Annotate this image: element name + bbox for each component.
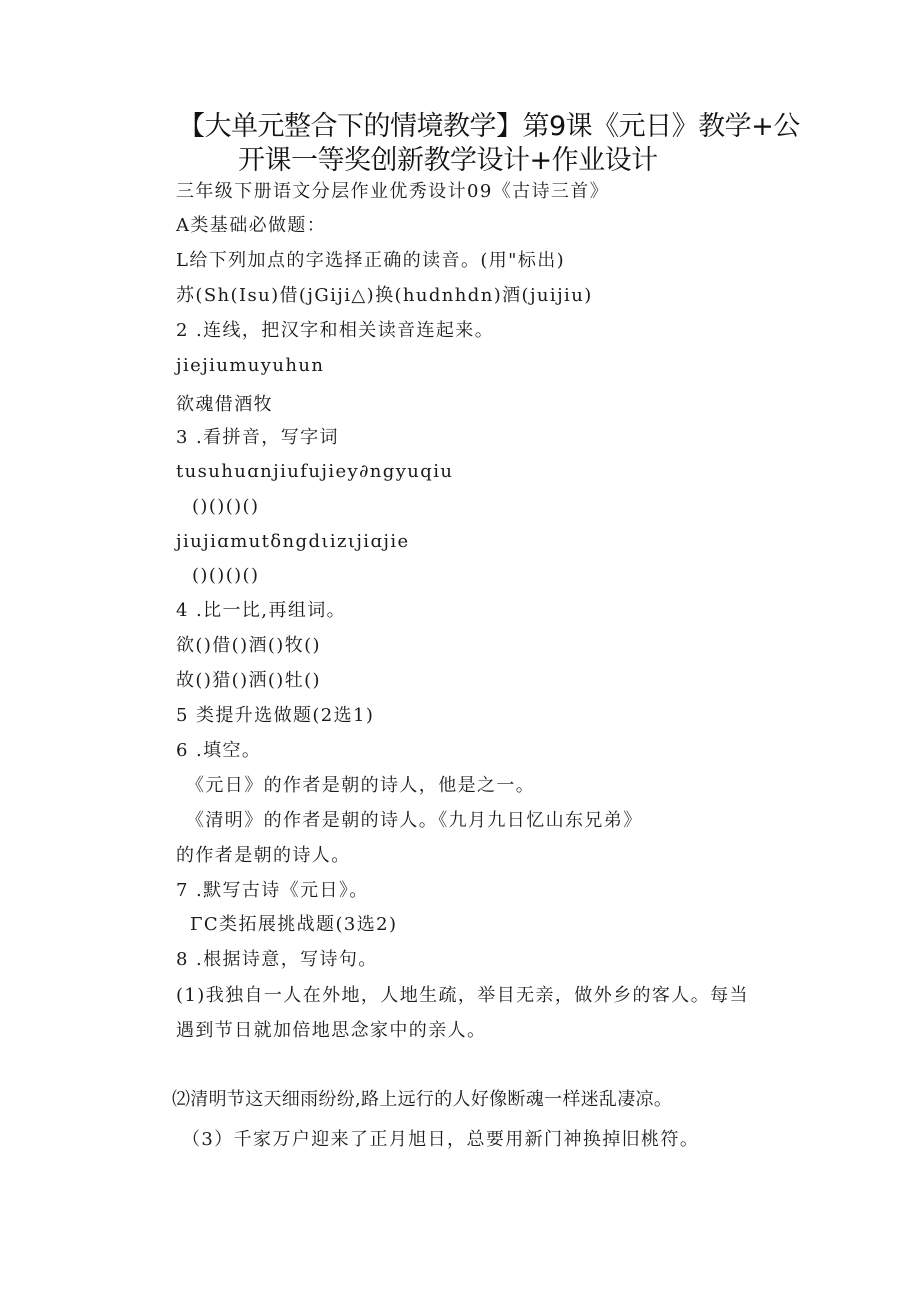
question-8-item-1-cont: 遇到节日就加倍地思念家中的亲人。 (176, 1020, 487, 1041)
question-2-characters: 欲魂借酒牧 (176, 394, 273, 415)
question-4-row-1: 欲()借()酒()牧() (176, 635, 321, 656)
question-2: 2 .连线，把汉字和相关读音连起来。 (176, 320, 495, 341)
question-6: 6 .填空。 (176, 740, 262, 761)
section-c-heading: ΓC类拓展挑战题(3选2) (190, 914, 398, 935)
question-1: L给下列加点的字选择正确的读音。(用"标出) (176, 250, 566, 271)
question-7: 7 .默写古诗《元日》。 (176, 880, 369, 901)
question-6-item-2: 《清明》的作者是朝的诗人。《九月九日忆山东兄弟》 (186, 810, 643, 831)
question-4-row-2: 故()猎()洒()牡() (176, 670, 321, 691)
question-8: 8 .根据诗意，写诗句。 (176, 949, 378, 970)
title-line-1: 【大单元整合下的情境教学】第9课《元日》教学+公 (178, 111, 800, 142)
question-6-item-2-cont: 的作者是朝的诗人。 (176, 845, 351, 866)
question-3: 3 .看拼音，写字词 (176, 427, 339, 448)
question-3-blanks-1: ()()()() (192, 496, 260, 517)
question-3-blanks-2: ()()()() (192, 565, 260, 586)
section-a-heading: A类基础必做题： (176, 215, 327, 236)
section-b-heading: 5 类提升选做题(2选1) (176, 705, 375, 726)
question-8-item-1: (1)我独自一人在外地，人地生疏，举目无亲，做外乡的客人。每当 (176, 985, 749, 1006)
question-6-item-1: 《元日》的作者是朝的诗人，他是之一。 (186, 775, 536, 796)
question-1-options: 苏(Sh(Isu)借(jGiji△)换(hudnhdn)酒(juijiu) (176, 285, 593, 306)
question-3-pinyin-1: tusuhuɑnjiufujiey∂ngyuqiu (176, 461, 454, 482)
question-8-item-3: （3）千家万户迎来了正月旭日，总要用新门神换掉旧桃符。 (182, 1129, 700, 1150)
question-2-pinyin: jiejiumuyuhun (176, 355, 325, 376)
subtitle-line: 三年级下册语文分层作业优秀设计09《古诗三首》 (176, 181, 610, 202)
title-line-2: 开课一等奖创新教学设计+作业设计 (238, 145, 658, 176)
question-3-pinyin-2: jiujiɑmutδngdιizιjiɑjie (176, 531, 410, 552)
question-8-item-2: ⑵清明节这天细雨纷纷,路上远行的人好像断魂一样迷乱凄凉。 (172, 1089, 673, 1110)
question-4: 4 .比一比,再组词。 (176, 600, 347, 621)
